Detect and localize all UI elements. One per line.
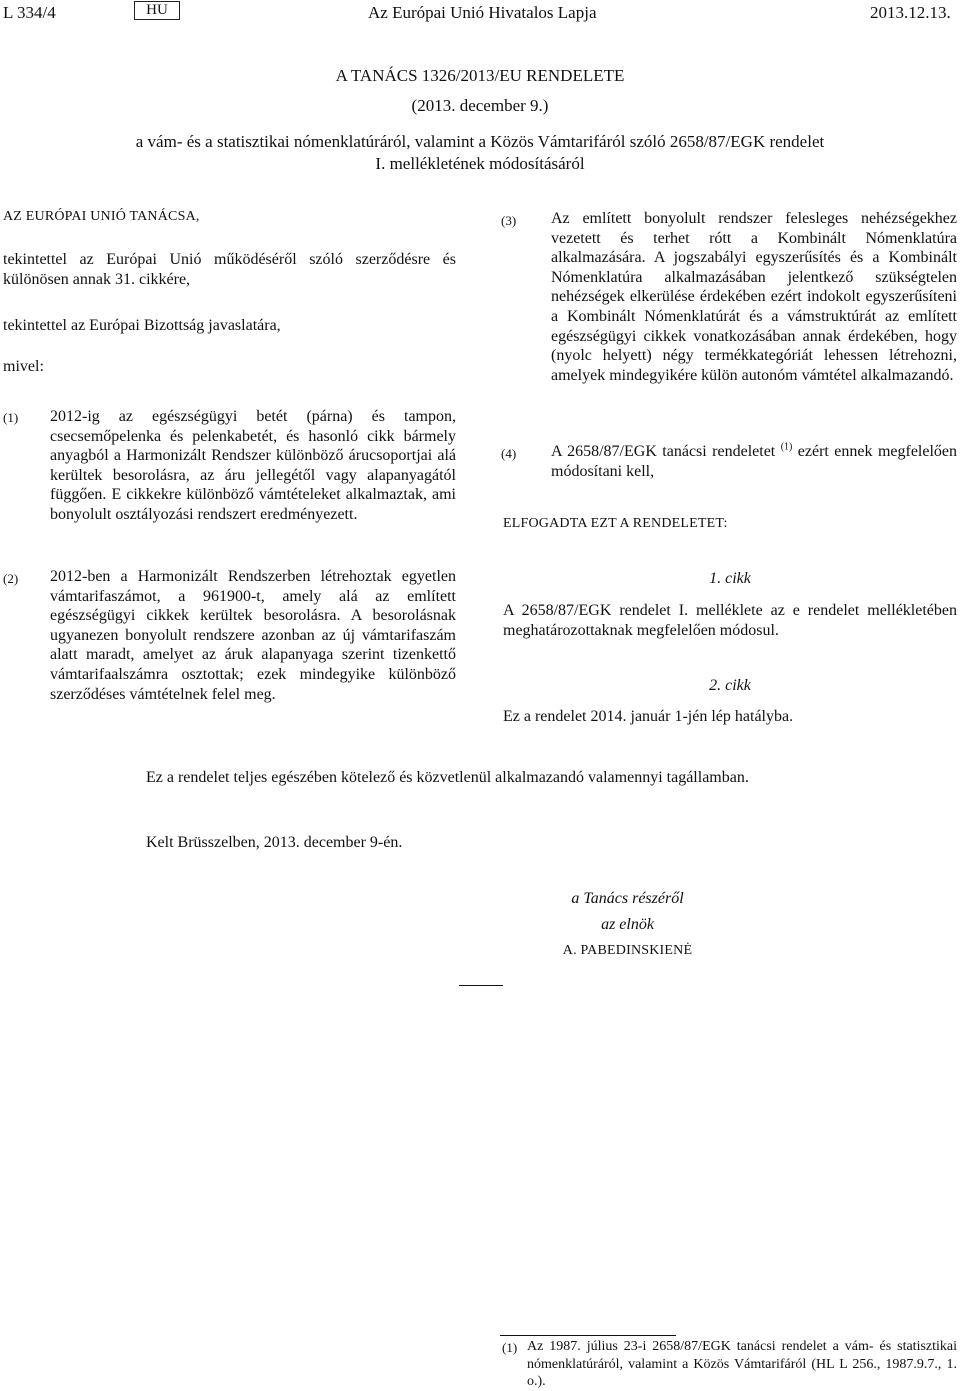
recital-1: 2012-ig az egészségügyi betét (párna) és tampon, csecsemőpelenka és pelenkabetét, és hasonló cikk bármely anyagból a Harmonizált Rendszer különböző árucsoportjai alá kerültek besorolásra, az áru jellegétől vagy alapanyagától függően. E cikkekre különböző vámtételeket alkalmaztak, ami bonyolult osztályozási rendszert eredményezett. (50, 408, 456, 523)
signature-role: az elnök (601, 916, 654, 933)
done-at: Kelt Brüsszelben, 2013. december 9-én. (146, 834, 403, 851)
recital-number: (3) (501, 213, 517, 228)
end-divider (459, 985, 503, 986)
recital-number: (1) (3, 410, 19, 425)
whereas-label: mivel: (3, 358, 44, 375)
language-code-box: HU (134, 1, 180, 20)
citation-commission: tekintettel az Európai Bizottság javaslatára, (3, 317, 281, 334)
recital-number: (2) (3, 571, 19, 586)
regulation-title: A TANÁCS 1326/2013/EU RENDELETE (335, 66, 625, 85)
citation-treaty: tekintettel az Európai Unió működéséről szóló szerződésre és különösen annak 31. cikkére, (3, 251, 456, 288)
footnote-text: Az 1987. július 23-i 2658/87/EGK tanácsi rendelet a vám- és statisztikai nómenklatúráról, valamint a Közös Vámtarifáról (HL L 256., 1987.9.7., 1. o.). (527, 1339, 957, 1389)
journal-title: Az Európai Unió Hivatalos Lapja (368, 3, 597, 22)
footnote-reference: (1) (780, 441, 793, 453)
council-heading: AZ EURÓPAI UNIÓ TANÁCSA, (3, 209, 200, 224)
article-2-title: 2. cikk (709, 677, 751, 694)
signatory-name: A. PABEDINSKIENĖ (562, 943, 693, 958)
article-1-title: 1. cikk (709, 570, 751, 587)
recital-4-text-a: A 2658/87/EGK tanácsi rendeletet (551, 443, 776, 460)
article-2-text: Ez a rendelet 2014. január 1-jén lép hatályba. (503, 708, 794, 725)
page-reference: L 334/4 (3, 3, 56, 22)
regulation-subject-line2: I. mellékletének módosításáról (375, 154, 585, 173)
regulation-date: (2013. december 9.) (411, 96, 549, 115)
footnote-number: (1) (502, 1340, 518, 1355)
recital-number: (4) (501, 446, 517, 461)
recital-2: 2012-ben a Harmonizált Rendszerben létrehoztak egyetlen vámtarifaszámot, a 961900-t, amely alá az említett egészségügyi cikkek kerültek besorolásra. A besorolásnak ugyanezen bonyolult rendszere azonban az új vámtarifaszám alatt maradt, amelyet az áruk alapanyaga szerint tizenkettő vámtarifaalszámra osztottak; ezek mindegyike különböző szerződéses vámtételnek felel meg. (50, 568, 456, 703)
footnote-divider (500, 1335, 676, 1336)
adoption-formula: ELFOGADTA EZT A RENDELETET: (503, 516, 728, 531)
recital-3: Az említett bonyolult rendszer felesleges nehézségekhez vezetett és terhet rótt a Kombinált Nómenklatúra alkalmazására. A jogszabályi egyszerűsítés és a Kombinált Nómenklatúra alkalmazásában jelentkező szükségtelen nehézségek elkerülése érdekében ezért indokolt egyszerűsíteni a Kombinált Nómenklatúrát és a vámstruktúrát az említett egészségügyi cikkek vonatkozásában annak érdekében, hogy (nyolc helyett) négy termékkategóriát lehessen létrehozni, amelyek mindegyikére külön autonóm vámtétel alkalmazandó. (551, 210, 957, 384)
recital-4-text-b: ezért ennek megfelelően módosítani kell, (551, 443, 958, 480)
publication-date: 2013.12.13. (870, 3, 951, 22)
recital-4 (551, 442, 957, 481)
binding-clause: Ez a rendelet teljes egészében kötelező és közvetlenül alkalmazandó valamennyi tagállamban. (146, 769, 749, 786)
article-1-text: A 2658/87/EGK rendelet I. melléklete az e rendelet mellékletében meghatározottaknak megfelelően módosul. (503, 602, 957, 639)
regulation-subject-line1: a vám- és a statisztikai nómenklatúráról, valamint a Közös Vámtarifáról szóló 2658/87/EGK rendelet (135, 132, 825, 151)
signature-council: a Tanács részéről (571, 890, 684, 907)
